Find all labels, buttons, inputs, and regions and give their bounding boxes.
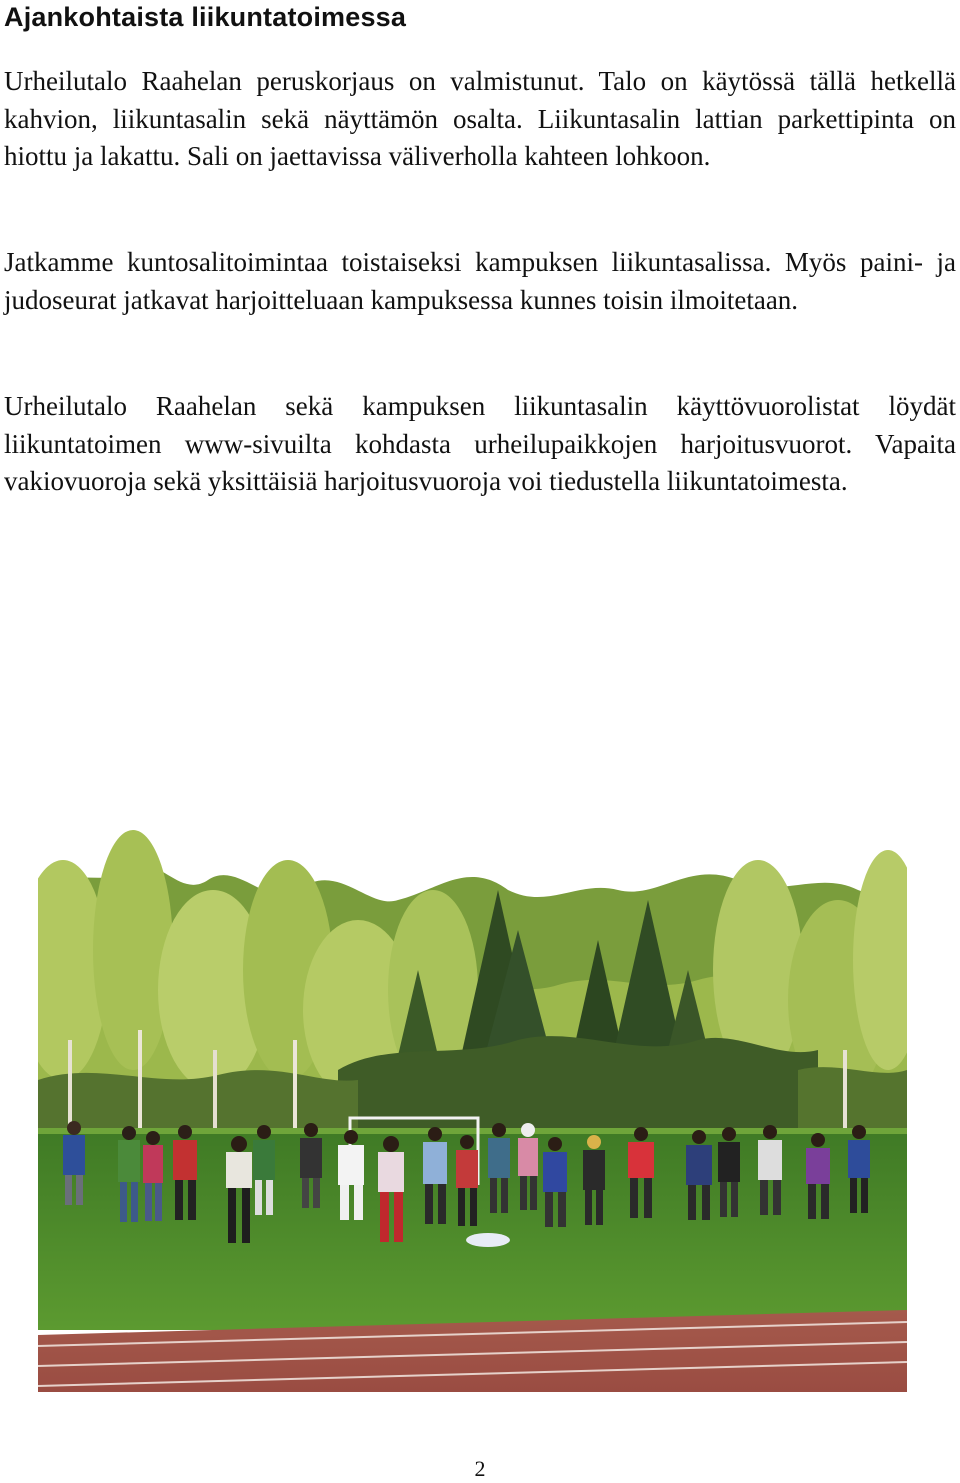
forest-background [38, 830, 907, 1180]
paragraph-renovation: Urheilutalo Raahelan peruskorjaus on valmistunut. Talo on käytössä tällä hetkellä kahvion, liikuntasalin sekä näyttämön osalta. Liikuntasalin lattian parkettipinta on hiottu ja lakattu. Sali on jaettavissa väliverholla kahteen lohkoon. [4, 66, 956, 171]
sports-field-photo [38, 740, 907, 1392]
page-number: 2 [474, 1456, 486, 1481]
page-title: Ajankohtaista liikuntatoimessa [4, 2, 407, 32]
paragraph-schedules: Urheilutalo Raahelan sekä kampuksen liikuntasalin käyttövuorolistat löydät liikuntatoimen www-sivuilta kohdasta urheilupaikkojen harjoitusvuorot. Vapaita vakiovuoroja sekä yksittäisiä harjoitusvuoroja voi tiedustella liikuntatoimesta. [4, 391, 956, 496]
paragraph-gym: Jatkamme kuntosalitoimintaa toistaiseksi kampuksen liikuntasalissa. Myös paini- ja judoseurat jatkavat harjoitteluaan kampuksessa kunnes toisin ilmoitetaan. [4, 247, 956, 315]
sports-field-illustration [38, 740, 907, 1392]
